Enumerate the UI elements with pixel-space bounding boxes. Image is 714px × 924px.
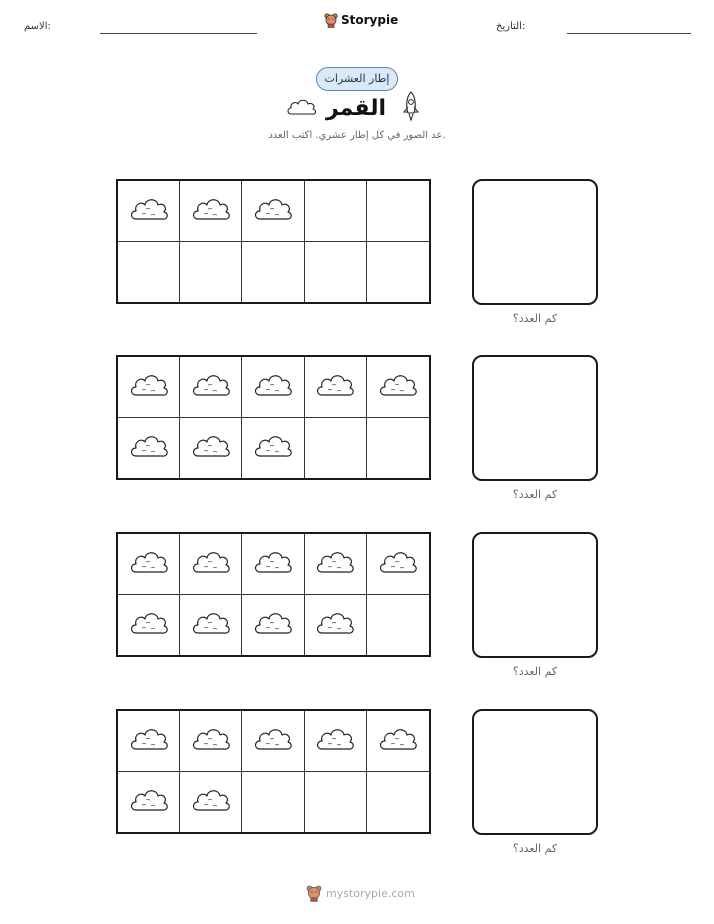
cloud-icon xyxy=(253,431,293,465)
instructions: عد الصور في كل إطار عشري. اكتب العدد. xyxy=(268,130,446,141)
frame-cell xyxy=(305,357,367,418)
frame-cell xyxy=(242,534,304,595)
frame-cell xyxy=(118,418,180,479)
cloud-icon xyxy=(253,194,293,228)
cloud-icon xyxy=(129,547,169,581)
ten-frame-1 xyxy=(116,179,431,304)
cloud-icon xyxy=(191,431,231,465)
cloud-icon xyxy=(286,96,318,118)
frame-cell xyxy=(367,418,429,479)
footer-url[interactable]: mystorypie.com xyxy=(326,886,415,900)
bear-mascot-icon xyxy=(306,884,322,902)
date-line[interactable] xyxy=(567,33,691,34)
cloud-icon xyxy=(253,608,293,642)
cloud-icon xyxy=(191,608,231,642)
cloud-icon xyxy=(191,370,231,404)
frame-cell xyxy=(367,534,429,595)
cloud-icon xyxy=(315,370,355,404)
answer-box-1[interactable] xyxy=(472,179,598,305)
bear-mascot-icon xyxy=(324,12,338,28)
frame-cell xyxy=(242,772,304,833)
cloud-icon xyxy=(129,785,169,819)
frame-cell xyxy=(305,242,367,303)
frame-cell xyxy=(242,242,304,303)
cloud-icon xyxy=(191,724,231,758)
frame-cell xyxy=(118,711,180,772)
question-label-1: كم العدد؟ xyxy=(512,312,558,325)
ten-frame-4 xyxy=(116,709,431,834)
frame-cell xyxy=(305,711,367,772)
frame-cell xyxy=(305,418,367,479)
topic-badge: إطار العشرات xyxy=(316,67,398,91)
cloud-icon xyxy=(129,194,169,228)
frame-cell xyxy=(305,181,367,242)
frame-cell xyxy=(180,418,242,479)
frame-cell xyxy=(180,711,242,772)
frame-cell xyxy=(180,772,242,833)
cloud-icon xyxy=(378,724,418,758)
date-label: التاريخ: xyxy=(496,21,526,32)
answer-box-4[interactable] xyxy=(472,709,598,835)
frame-cell xyxy=(242,711,304,772)
frame-cell xyxy=(118,534,180,595)
footer xyxy=(306,884,415,902)
frame-cell xyxy=(242,357,304,418)
frame-cell xyxy=(367,181,429,242)
frame-cell xyxy=(118,181,180,242)
frame-cell xyxy=(180,181,242,242)
answer-box-2[interactable] xyxy=(472,355,598,481)
cloud-icon xyxy=(191,547,231,581)
cloud-icon xyxy=(378,370,418,404)
question-label-3: كم العدد؟ xyxy=(512,665,558,678)
cloud-icon xyxy=(253,370,293,404)
cloud-icon xyxy=(191,785,231,819)
brand-name: Storypie xyxy=(341,13,399,27)
frame-cell xyxy=(367,772,429,833)
ten-frame-2 xyxy=(116,355,431,480)
question-label-4: كم العدد؟ xyxy=(512,842,558,855)
cloud-icon xyxy=(191,194,231,228)
frame-cell xyxy=(305,772,367,833)
cloud-icon xyxy=(315,724,355,758)
page-title: القمر xyxy=(326,96,387,121)
cloud-icon xyxy=(253,724,293,758)
answer-box-3[interactable] xyxy=(472,532,598,658)
name-line[interactable] xyxy=(100,33,257,34)
frame-cell xyxy=(305,534,367,595)
frame-cell xyxy=(367,595,429,656)
frame-cell xyxy=(180,534,242,595)
frame-cell xyxy=(242,595,304,656)
rocket-icon xyxy=(400,90,422,122)
frame-cell xyxy=(118,595,180,656)
frame-cell xyxy=(367,357,429,418)
frame-cell xyxy=(242,181,304,242)
brand-logo xyxy=(324,12,398,28)
cloud-icon xyxy=(129,724,169,758)
frame-cell xyxy=(118,242,180,303)
frame-cell xyxy=(367,242,429,303)
frame-cell xyxy=(305,595,367,656)
name-label: الاسم: xyxy=(24,21,51,32)
frame-cell xyxy=(242,418,304,479)
frame-cell xyxy=(367,711,429,772)
frame-cell xyxy=(118,357,180,418)
question-label-2: كم العدد؟ xyxy=(512,488,558,501)
cloud-icon xyxy=(378,547,418,581)
cloud-icon xyxy=(315,547,355,581)
frame-cell xyxy=(180,595,242,656)
cloud-icon xyxy=(253,547,293,581)
ten-frame-3 xyxy=(116,532,431,657)
frame-cell xyxy=(180,357,242,418)
frame-cell xyxy=(180,242,242,303)
cloud-icon xyxy=(129,431,169,465)
cloud-icon xyxy=(129,370,169,404)
frame-cell xyxy=(118,772,180,833)
cloud-icon xyxy=(315,608,355,642)
cloud-icon xyxy=(129,608,169,642)
